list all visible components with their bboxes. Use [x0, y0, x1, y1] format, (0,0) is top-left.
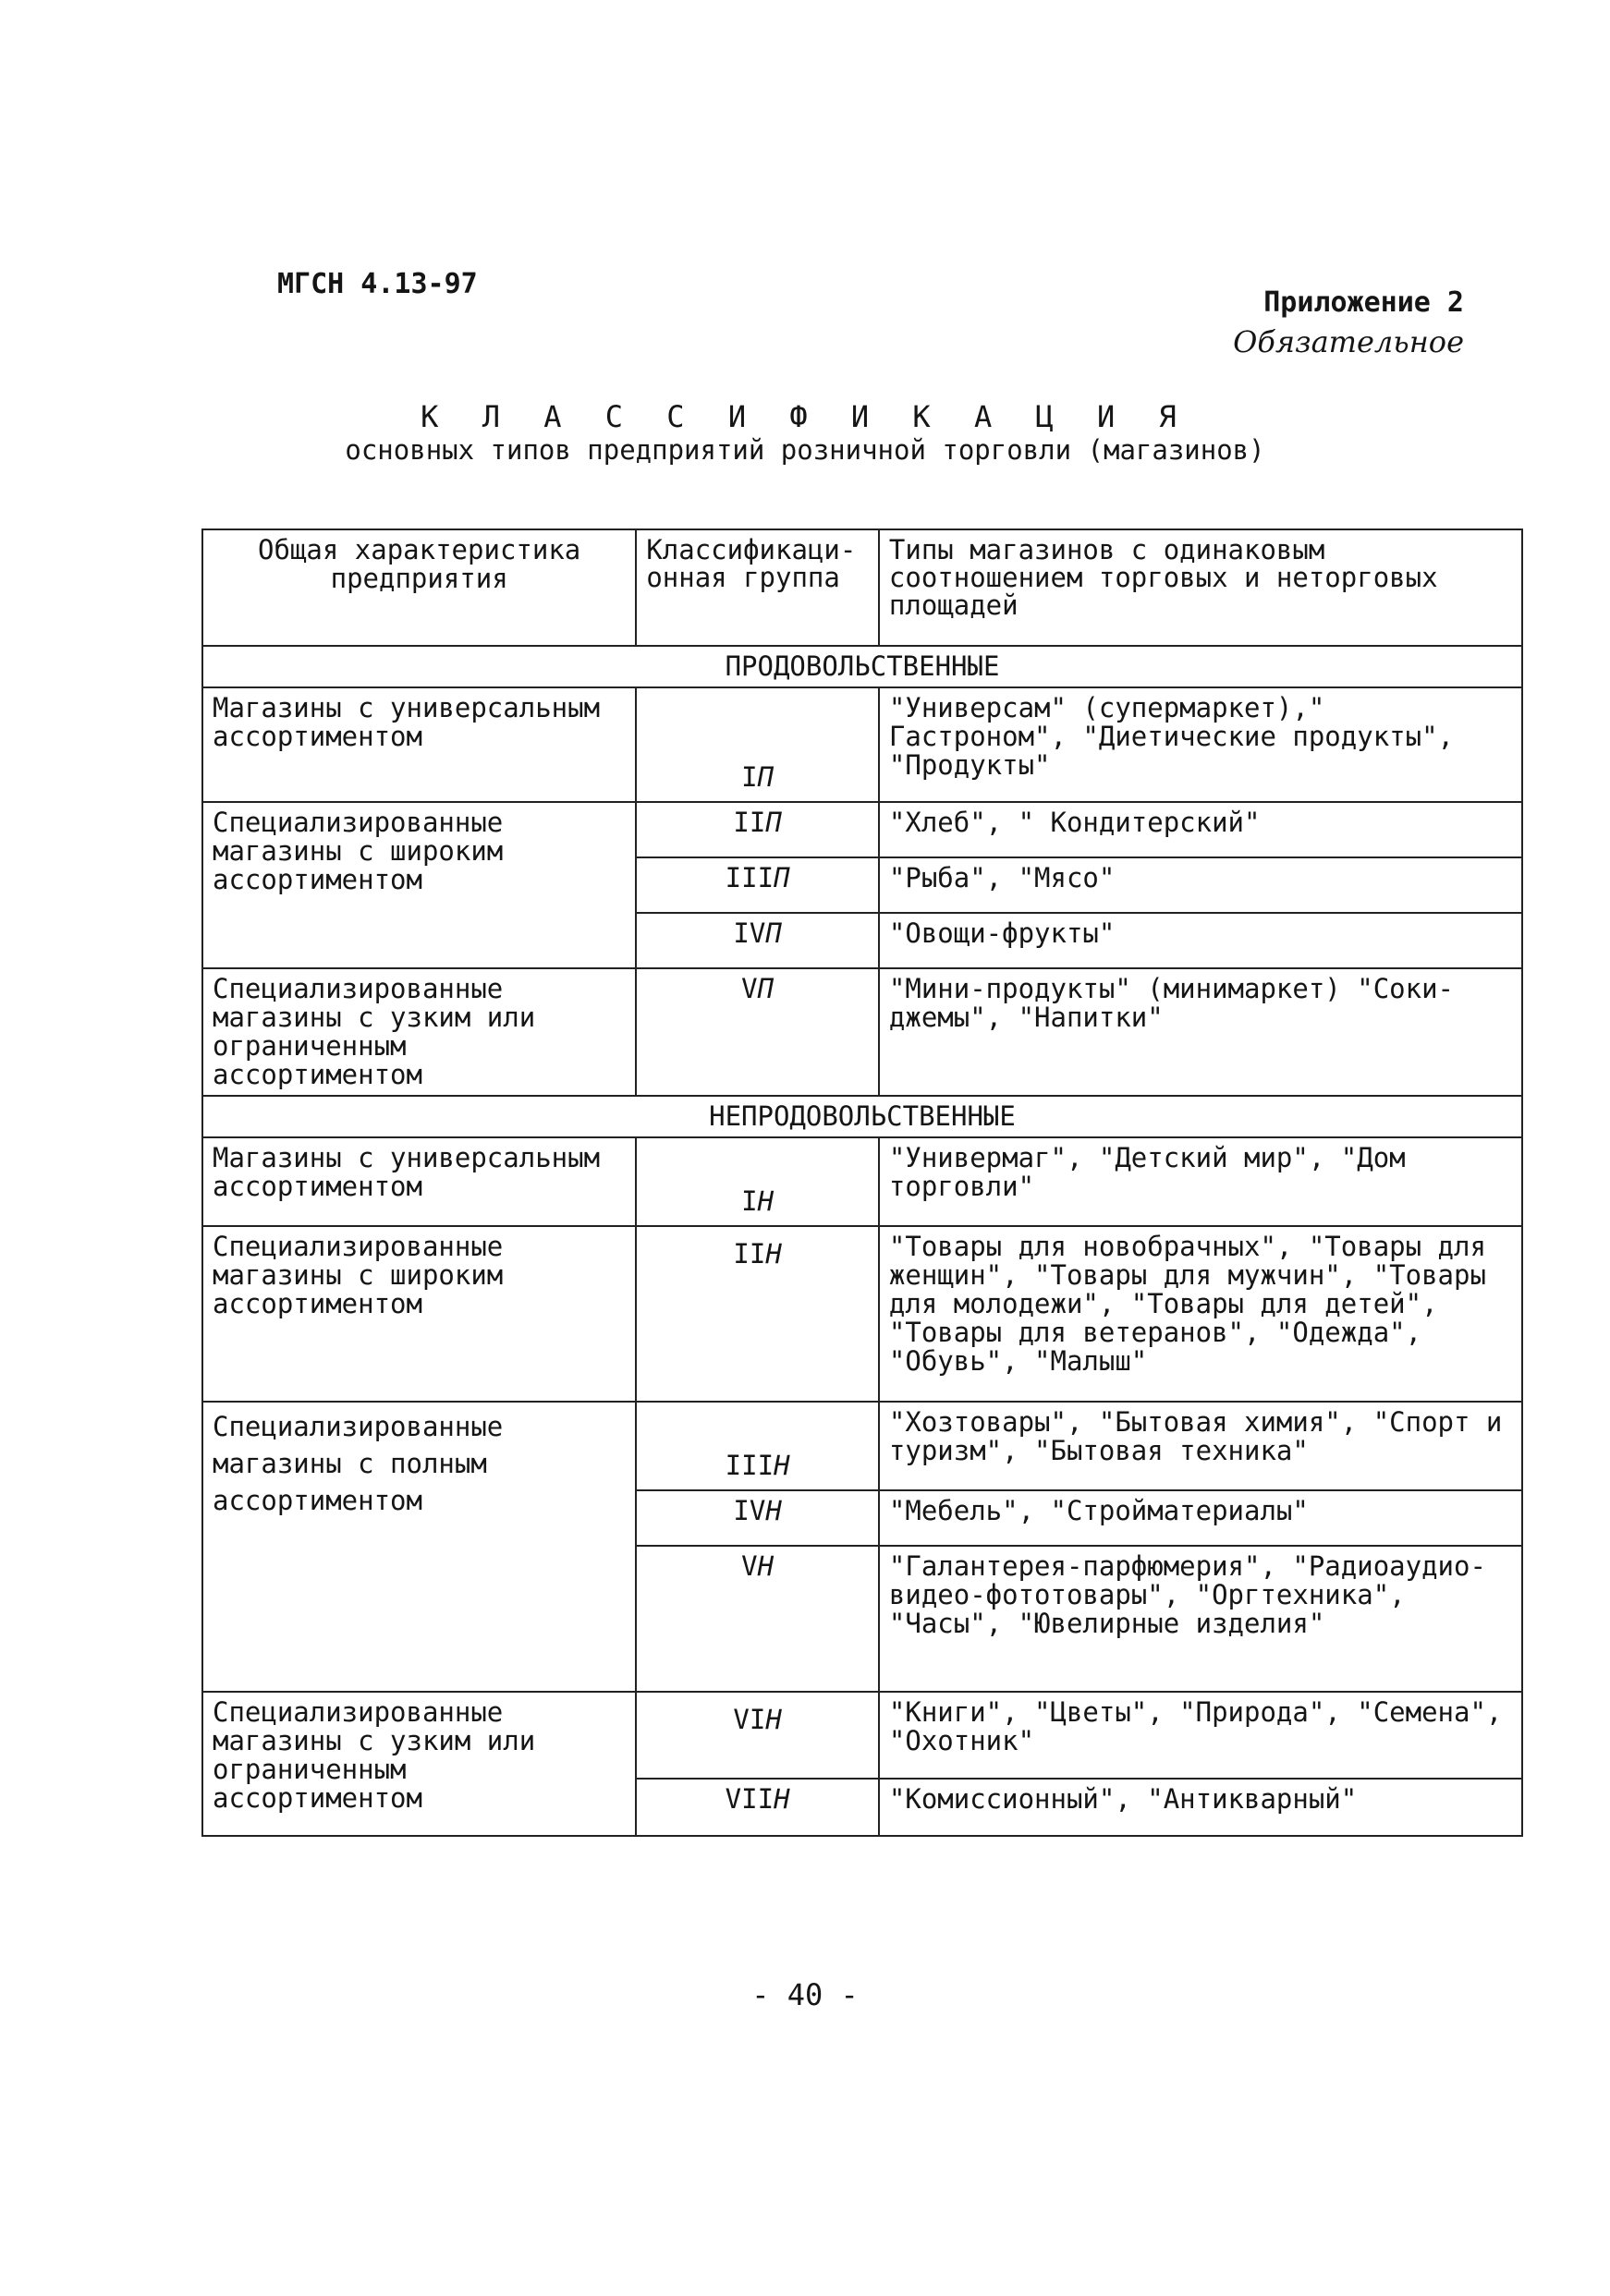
document-code: МГСН 4.13-97	[277, 268, 478, 300]
group-code-cell	[636, 1546, 879, 1692]
appendix-status: Обязательное	[1233, 324, 1464, 359]
group-code-suffix: Н	[774, 1450, 790, 1481]
store-types-cell: "Хлеб", " Кондитерский"	[879, 802, 1522, 857]
table-header-row	[202, 529, 1522, 646]
section-row-food	[202, 646, 1522, 687]
store-types-cell: "Книги", "Цветы", "Природа", "Семена", "Охотник"	[879, 1692, 1522, 1779]
group-code-cell	[636, 913, 879, 968]
characteristic-cell: Специализированные магазины с узким или ограниченным ассортиментом	[202, 968, 636, 1096]
table-row	[202, 1226, 1522, 1402]
table-row	[202, 1137, 1522, 1226]
section-label-nonfood: НЕПРОДОВОЛЬСТВЕННЫЕ	[202, 1096, 1522, 1137]
group-code-number: V	[741, 973, 758, 1004]
store-types-cell: "Галантерея-парфюмерия", "Радиоаудио-видео-фототовары", "Оргтехника", "Часы", "Ювелирные изделия"	[879, 1546, 1522, 1692]
group-code-number: VI	[733, 1704, 766, 1735]
store-types-cell: "Хозтовары", "Бытовая химия", "Спорт и туризм", "Бытовая техника"	[879, 1402, 1522, 1490]
characteristic-cell: Специализированные магазины с широким ассортиментом	[202, 802, 636, 968]
document-subtitle: основных типов предприятий розничной торговли (магазинов)	[345, 434, 1265, 466]
group-code-number: II	[733, 807, 766, 838]
group-code-number: IV	[733, 917, 766, 949]
group-code-suffix: П	[757, 761, 775, 793]
store-types-cell: "Мини-продукты" (минимаркет) "Соки-джемы", "Напитки"	[879, 968, 1522, 1096]
table-row	[202, 1692, 1522, 1779]
group-code-suffix: П	[765, 807, 782, 838]
group-code-cell	[636, 968, 879, 1096]
store-types-cell: "Мебель", "Стройматериалы"	[879, 1490, 1522, 1546]
characteristic-cell: Магазины с универсальным ассортиментом	[202, 687, 636, 802]
group-code-cell	[636, 1402, 879, 1490]
header-group: Классификаци- онная группа	[636, 529, 879, 646]
group-code-suffix: П	[765, 917, 782, 949]
group-code-number: I	[741, 761, 758, 793]
group-code-suffix: Н	[757, 1185, 775, 1217]
appendix-number: Приложение 2	[1263, 286, 1464, 319]
group-code-cell	[636, 1490, 879, 1546]
characteristic-cell: Магазины с универсальным ассортиментом	[202, 1137, 636, 1226]
group-code-suffix: Н	[765, 1238, 782, 1269]
group-code-cell	[636, 1692, 879, 1779]
page-number: - 40 -	[751, 1977, 859, 2012]
store-types-cell: "Рыба", "Мясо"	[879, 857, 1522, 913]
group-code-suffix: П	[757, 973, 775, 1004]
group-code-cell	[636, 857, 879, 913]
group-code-number: III	[725, 862, 775, 893]
group-code-number: III	[725, 1450, 775, 1481]
table-row	[202, 802, 1522, 857]
store-types-cell: "Универсам" (супермаркет)," Гастроном", "Диетические продукты", "Продукты"	[879, 687, 1522, 802]
section-label-food: ПРОДОВОЛЬСТВЕННЫЕ	[202, 646, 1522, 687]
characteristic-cell: Специализированные магазины с полным ассортиментом	[202, 1402, 636, 1692]
group-code-suffix: Н	[765, 1495, 782, 1526]
group-code-number: IV	[733, 1495, 766, 1526]
characteristic-cell: Специализированные магазины с узким или ограниченным ассортиментом	[202, 1692, 636, 1836]
group-code-cell	[636, 687, 879, 802]
table-row	[202, 968, 1522, 1096]
appendix-label	[1233, 286, 1464, 359]
document-title: К Л А С С И Ф И К А Ц И Я	[421, 399, 1189, 434]
classification-table	[201, 528, 1523, 1837]
group-code-suffix: Н	[774, 1783, 790, 1815]
group-code-number: VII	[725, 1783, 775, 1815]
section-row-nonfood	[202, 1096, 1522, 1137]
header-types: Типы магазинов с одинаковым соотношением торговых и неторговых площадей	[879, 529, 1522, 646]
group-code-number: I	[741, 1185, 758, 1217]
table-row	[202, 687, 1522, 802]
group-code-cell	[636, 1779, 879, 1836]
store-types-cell: "Универмаг", "Детский мир", "Дом торговли"	[879, 1137, 1522, 1226]
store-types-cell: "Овощи-фрукты"	[879, 913, 1522, 968]
store-types-cell: "Товары для новобрачных", "Товары для женщин", "Товары для мужчин", "Товары для молодежи", "Товары для детей", "Товары для ветеранов", "Одежда", "Обувь", "Малыш"	[879, 1226, 1522, 1402]
group-code-number: V	[741, 1550, 758, 1582]
store-types-cell: "Комиссионный", "Антикварный"	[879, 1779, 1522, 1836]
characteristic-cell: Специализированные магазины с широким ассортиментом	[202, 1226, 636, 1402]
group-code-cell	[636, 1137, 879, 1226]
group-code-number: II	[733, 1238, 766, 1269]
group-code-suffix: Н	[757, 1550, 775, 1582]
header-characteristic: Общая характеристика предприятия	[202, 529, 636, 646]
table-row	[202, 1402, 1522, 1490]
group-code-cell	[636, 802, 879, 857]
group-code-suffix: П	[774, 862, 790, 893]
group-code-suffix: Н	[765, 1704, 782, 1735]
group-code-cell	[636, 1226, 879, 1402]
